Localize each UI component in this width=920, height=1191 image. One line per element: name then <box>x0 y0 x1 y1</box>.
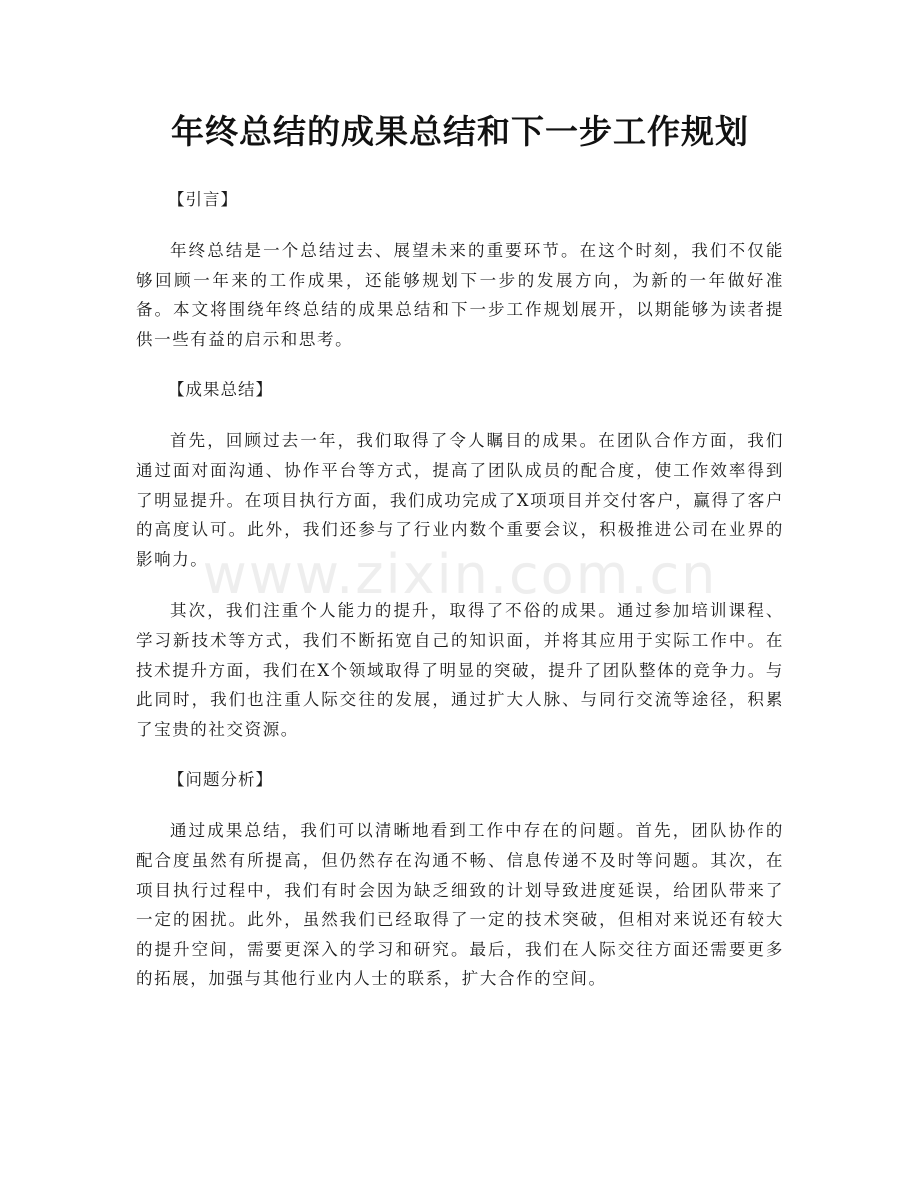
section-heading-results: 【成果总结】 <box>168 380 273 400</box>
paragraph: 其次，我们注重个人能力的提升，取得了不俗的成果。通过参加培训课程、学习新技术等方式，我们不断拓宽自己的知识面，并将其应用于实际工作中。在技术提升方面，我们在X个领域取得了明显的突破，提升了团队整体的竞争力。与此同时，我们也注重人际交往的发展，通过扩大人脉、与同行交流等途径，积累了宝贵的社交资源。 <box>136 601 784 739</box>
section-heading-intro: 【引言】 <box>168 190 238 209</box>
paragraph: 年终总结是一个总结过去、展望未来的重要环节。在这个时刻，我们不仅能够回顾一年来的工作成果，还能够规划下一步的发展方向，为新的一年做好准备。本文将围绕年终总结的成果总结和下一步工作规划展开，以期能够为读者提供一些有益的启示和思考。 <box>136 241 784 349</box>
paragraph: 首先，回顾过去一年，我们取得了令人瞩目的成果。在团队合作方面，我们通过面对面沟通、协作平台等方式，提高了团队成员的配合度，使工作效率得到了明显提升。在项目执行方面，我们成功完成了X项项目并交付客户，赢得了客户的高度认可。此外，我们还参与了行业内数个重要会议，积极推进公司在业界的影响力。 <box>136 431 784 569</box>
document-title: 年终总结的成果总结和下一步工作规划 <box>171 112 749 151</box>
section-results <box>136 376 784 744</box>
paragraph: 通过成果总结，我们可以清晰地看到工作中存在的问题。首先，团队协作的配合度虽然有所提高，但仍然存在沟通不畅、信息传递不及时等问题。其次，在项目执行过程中，我们有时会因为缺乏细致的计划导致进度延误，给团队带来了一定的困扰。此外，虽然我们已经取得了一定的技术突破，但相对来说还有较大的提升空间，需要更深入的学习和研究。最后，我们在人际交往方面还需要更多的拓展，加强与其他行业内人士的联系，扩大合作的空间。 <box>136 821 784 989</box>
section-problems <box>136 766 784 994</box>
section-intro <box>136 186 784 354</box>
document-body <box>136 186 784 1016</box>
section-heading-problems: 【问题分析】 <box>168 770 273 790</box>
watermark: www.zixin.com.cn <box>202 543 718 606</box>
